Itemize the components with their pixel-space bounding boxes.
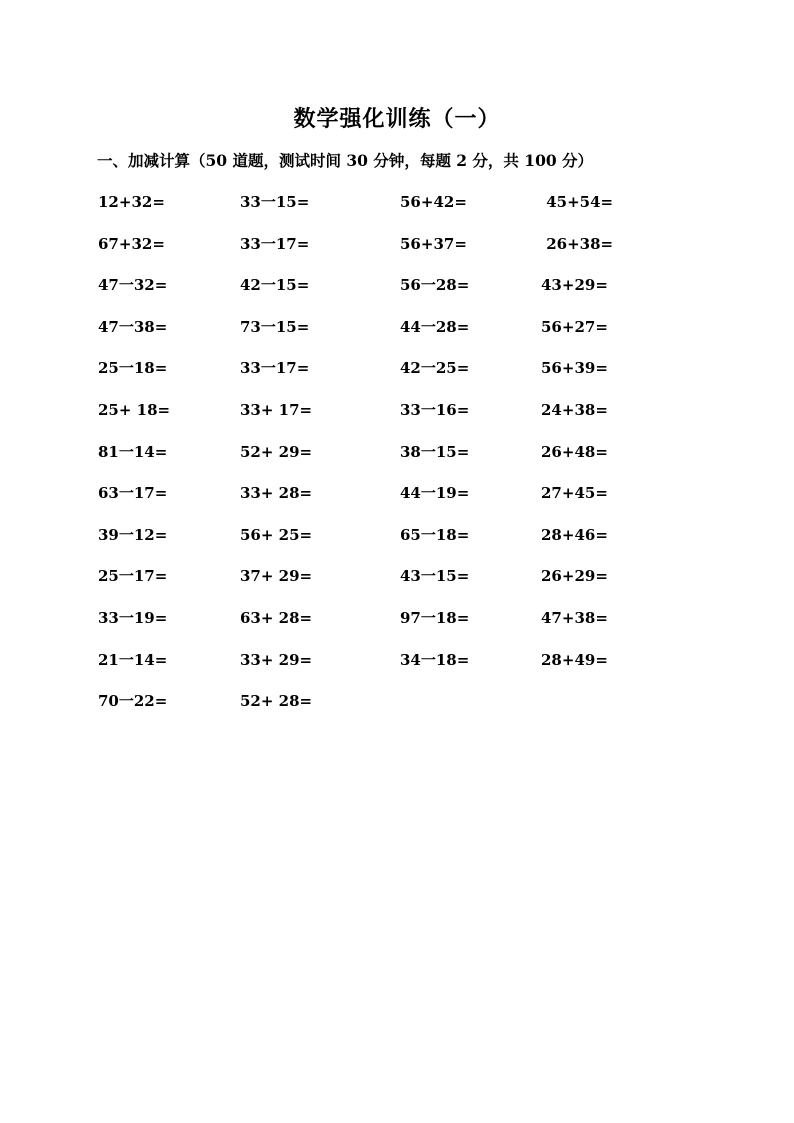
problem-row: [98, 315, 698, 339]
problem: 63一17=: [98, 484, 168, 503]
problem: 33一17=: [240, 359, 310, 378]
problem: 70一22=: [98, 692, 168, 711]
page-title: 数学强化训练（一）: [293, 106, 501, 132]
problem: 37+ 29=: [240, 567, 313, 586]
problem: 39一12=: [98, 525, 168, 544]
problem: 38一15=: [400, 442, 470, 461]
problem: 26+29=: [541, 567, 608, 586]
problem: 56+27=: [541, 317, 608, 336]
problem: 33+ 29=: [240, 650, 313, 669]
problem-row: [98, 440, 698, 464]
problem: 28+46=: [541, 525, 608, 544]
problem-row: [98, 481, 698, 505]
problem: 26+48=: [541, 442, 608, 461]
problem-row: [98, 564, 698, 588]
problem: 73一15=: [240, 317, 310, 336]
problem: 33一15=: [240, 193, 310, 211]
section-heading: 一、加减计算（50 道题，测试时间 30 分钟，每题 2 分，共 100 分）: [97, 151, 594, 170]
problem-row: [98, 232, 698, 256]
problem: 56+42=: [400, 193, 467, 211]
problem: 25+ 18=: [98, 401, 171, 419]
problem: 25一18=: [98, 359, 168, 378]
problem: 65一18=: [400, 525, 470, 544]
problem-row: [98, 356, 698, 380]
problem: 33+ 17=: [240, 401, 313, 419]
problem: 97一18=: [400, 609, 470, 627]
problem: 12+32=: [98, 193, 165, 211]
problem: 25一17=: [98, 567, 168, 586]
problem: 34一18=: [400, 650, 470, 669]
problem-row: [98, 190, 698, 214]
problem: 42一15=: [240, 276, 310, 295]
problem: 47+38=: [541, 609, 608, 627]
problem-row: [98, 273, 698, 297]
problem: 52+ 29=: [240, 442, 313, 461]
problem: 33一17=: [240, 234, 310, 253]
problem: 24+38=: [541, 401, 608, 419]
problem: 45+54=: [541, 193, 614, 211]
problem: 42一25=: [400, 359, 470, 378]
problem: 56+ 25=: [240, 525, 313, 544]
problem: 21一14=: [98, 650, 168, 669]
problem: 47一32=: [98, 276, 168, 295]
problem-row: [98, 398, 698, 422]
problem: 33+ 28=: [240, 484, 313, 503]
problem: 28+49=: [541, 650, 608, 669]
problem: 67+32=: [98, 234, 165, 253]
problem-row: [98, 648, 698, 672]
problem: 44一19=: [400, 484, 470, 503]
problem: 33一19=: [98, 609, 168, 627]
problem: 56+37=: [400, 234, 467, 253]
problem: 44一28=: [400, 317, 470, 336]
problem-row: [98, 523, 698, 547]
problem: 43一15=: [400, 567, 470, 586]
problem: 27+45=: [541, 484, 608, 503]
problem: 52+ 28=: [240, 692, 313, 711]
problem-row: [98, 689, 698, 713]
problem: 33一16=: [400, 401, 470, 419]
problem: 47一38=: [98, 317, 168, 336]
problem: 26+38=: [541, 234, 614, 253]
problem: 56一28=: [400, 276, 470, 295]
problem: 56+39=: [541, 359, 608, 378]
problem: 63+ 28=: [240, 609, 313, 627]
problem: 81一14=: [98, 442, 168, 461]
problem-grid: [98, 190, 698, 730]
problem: 43+29=: [541, 276, 608, 295]
problem-row: [98, 606, 698, 630]
